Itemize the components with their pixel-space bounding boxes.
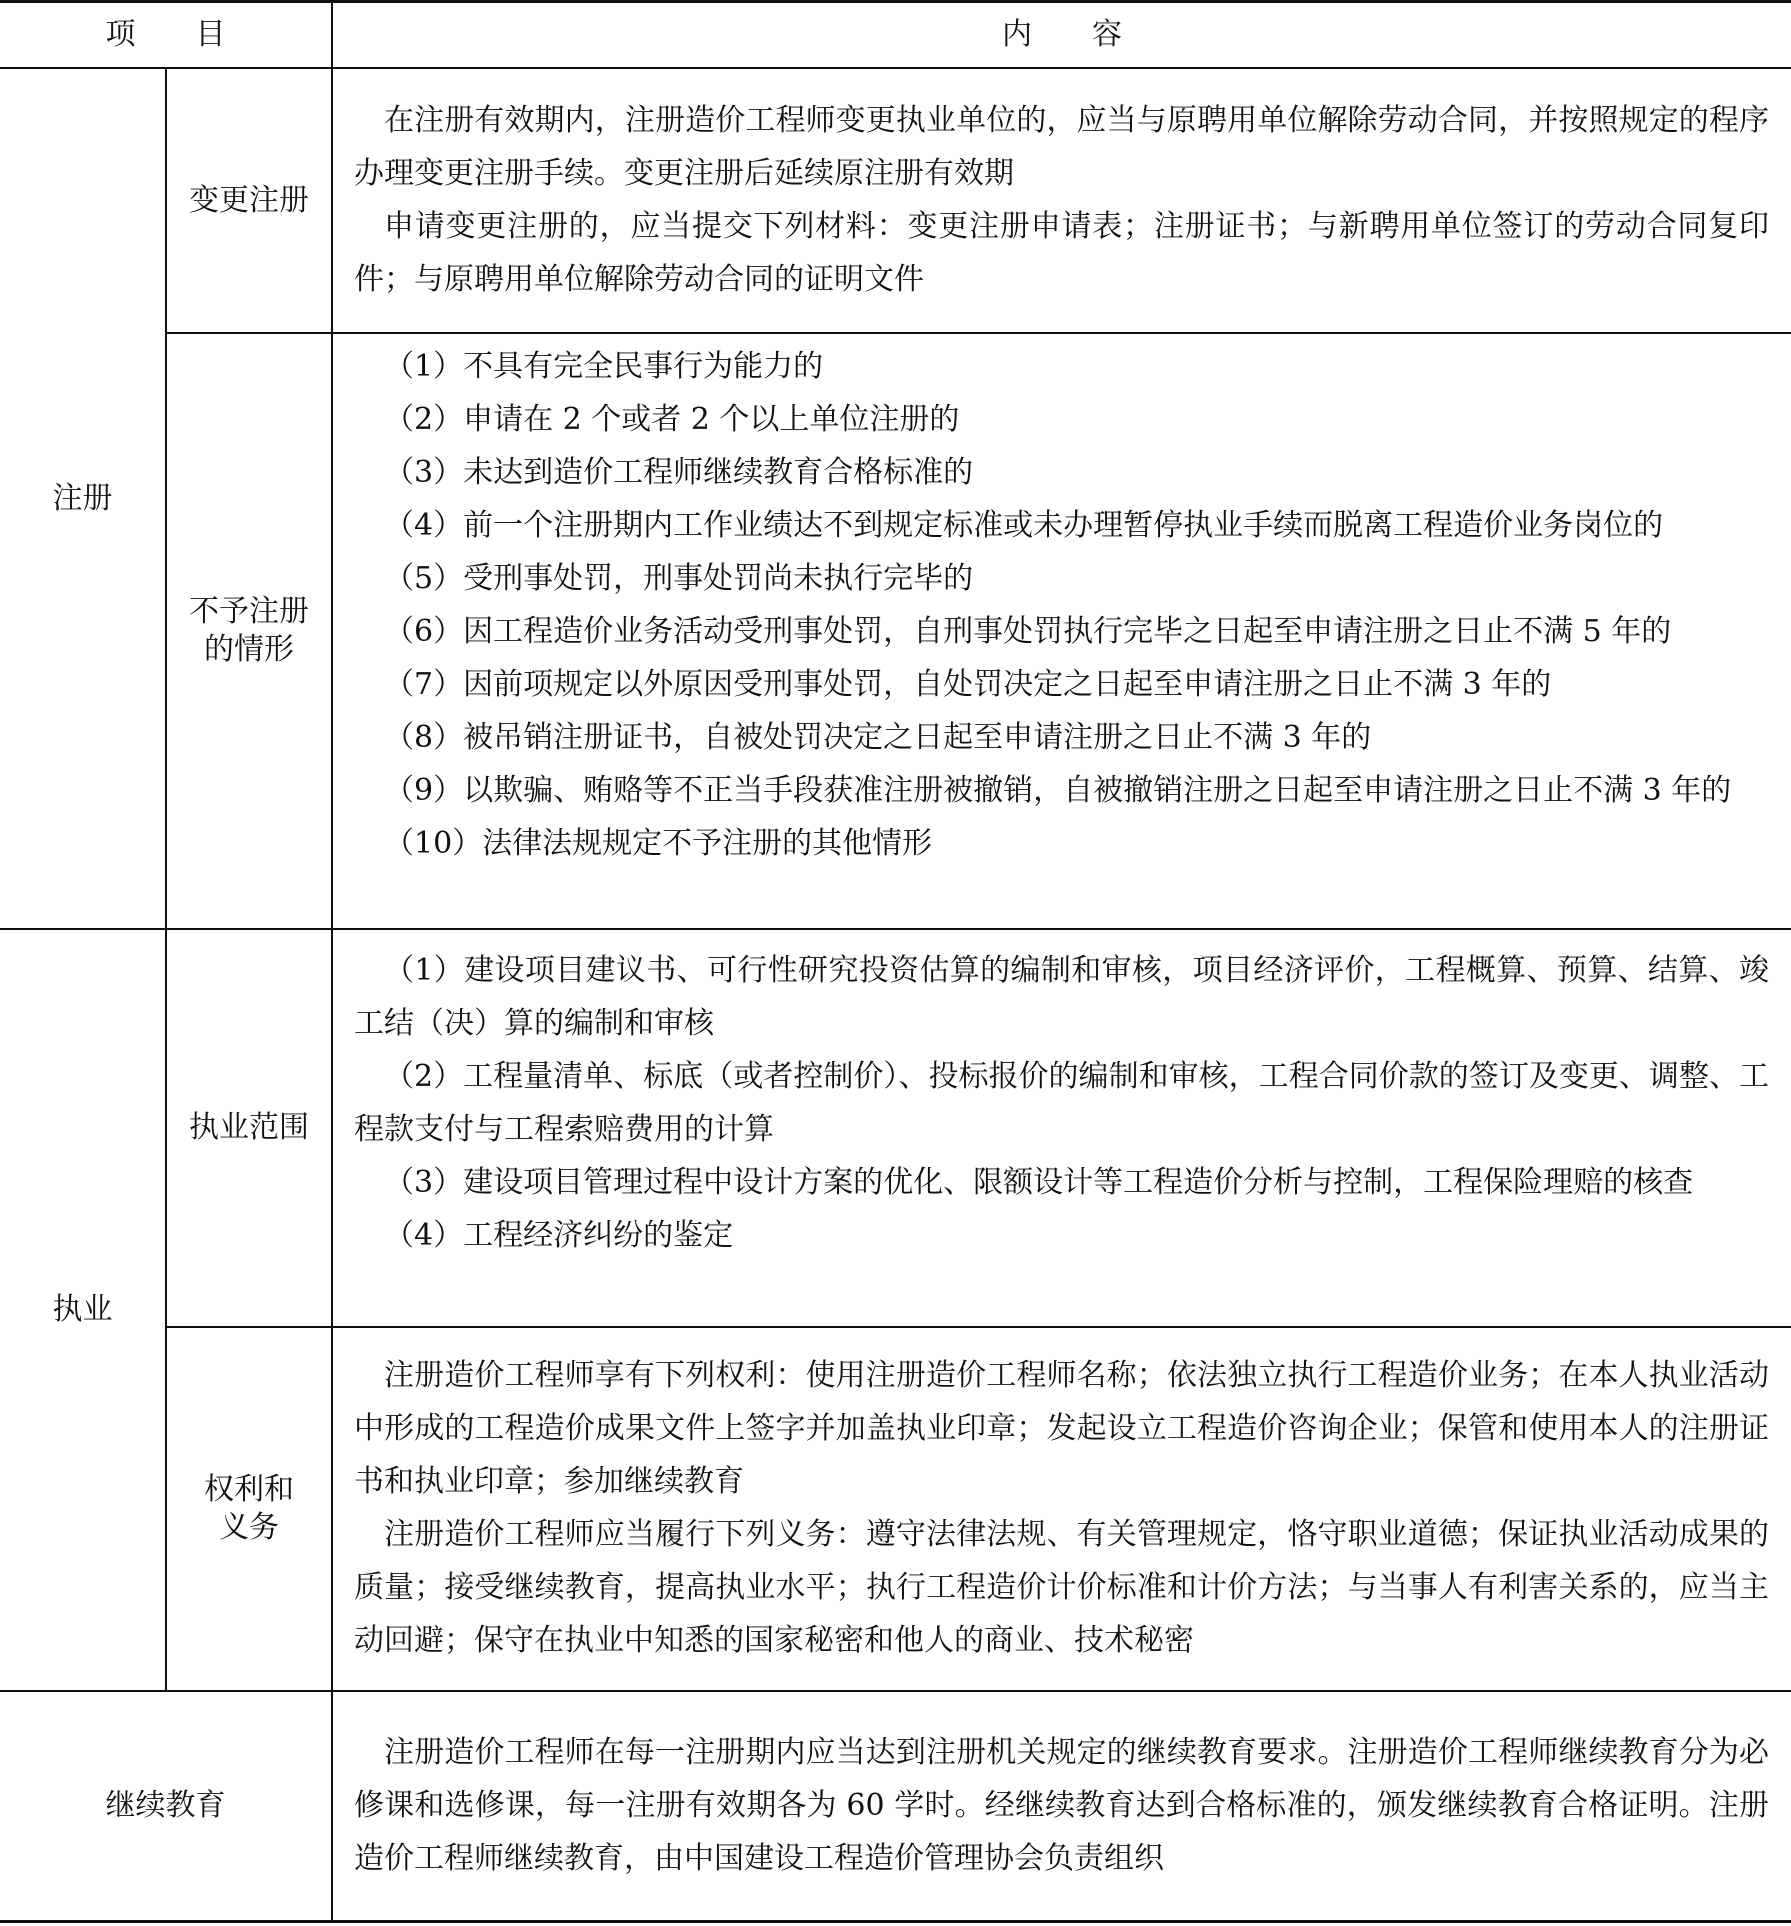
row-content-continuing-education — [354, 1726, 1769, 1885]
row-label-text: 不予注册的情形 — [189, 594, 309, 667]
list-item: （3）建设项目管理过程中设计方案的优化、限额设计等工程造价分析与控制，工程保险理赔的核查 — [384, 1165, 1694, 1200]
row-label-text: 权利和义务 — [204, 1472, 294, 1545]
section-label-continuing-education: 继续教育 — [105, 1788, 226, 1823]
list-item: （5）受刑事处罚，刑事处罚尚未执行完毕的 — [384, 561, 974, 596]
list-item: （2）申请在 2 个或者 2 个以上单位注册的 — [384, 402, 960, 437]
list-item: （3）未达到造价工程师继续教育合格标准的 — [384, 455, 974, 490]
row-content-change-registration — [354, 94, 1769, 306]
row-rule — [166, 1326, 1791, 1328]
content-paragraph: 注册造价工程师应当履行下列义务：遵守法律法规、有关管理规定，恪守职业道德；保证执业活动成果的质量；接受继续教育，提高执业水平；执行工程造价计价标准和计价方法；与当事人有利害关系的，应当主动回避；保守在执业中知悉的国家秘密和他人的商业、技术秘密 — [354, 1517, 1769, 1658]
list-item: （1）不具有完全民事行为能力的 — [384, 349, 824, 384]
content-paragraph: 在注册有效期内，注册造价工程师变更执业单位的，应当与原聘用单位解除劳动合同，并按照规定的程序办理变更注册手续。变更注册后延续原注册有效期 — [354, 103, 1769, 191]
row-content-practice-scope — [354, 944, 1769, 1262]
row-label-rights-duties — [167, 1328, 331, 1690]
content-paragraph: 申请变更注册的，应当提交下列材料：变更注册申请表；注册证书；与新聘用单位签订的劳动合同复印件；与原聘用单位解除劳动合同的证明文件 — [354, 209, 1769, 297]
list-item: （4）前一个注册期内工作业绩达不到规定标准或未办理暂停执业手续而脱离工程造价业务岗位的 — [384, 508, 1664, 543]
list-item: （7）因前项规定以外原因受刑事处罚，自处罚决定之日起至申请注册之日止不满 3 年的 — [384, 667, 1552, 702]
section-label-practice: 执业 — [52, 1292, 113, 1327]
row-content-no-registration — [354, 340, 1769, 870]
content-paragraph: 注册造价工程师享有下列权利：使用注册造价工程师名称；依法独立执行工程造价业务；在本人执业活动中形成的工程造价成果文件上签字并加盖执业印章；发起设立工程造价咨询企业；保管和使用本人的注册证书和执业印章；参加继续教育 — [354, 1358, 1769, 1499]
row-label-change-registration: 变更注册 — [189, 182, 309, 218]
section-label-registration: 注册 — [52, 480, 113, 516]
row-label-no-registration — [167, 334, 331, 928]
list-item: （4）工程经济纠纷的鉴定 — [384, 1218, 734, 1253]
header-content: 内 容 — [1002, 17, 1122, 52]
row-content-rights-duties — [354, 1349, 1769, 1667]
list-item: （2）工程量清单、标底（或者控制价）、投标报价的编制和审核，工程合同价款的签订及变更、调整、工程款支付与工程索赔费用的计算 — [354, 1059, 1769, 1147]
row-rule — [166, 332, 1791, 334]
column-divider — [331, 0, 333, 1921]
list-item: （6）因工程造价业务活动受刑事处罚，自刑事处罚执行完毕之日起至申请注册之日止不满 5 年的 — [384, 614, 1672, 649]
list-item: （8）被吊销注册证书，自被处罚决定之日起至申请注册之日止不满 3 年的 — [384, 720, 1372, 755]
table-bottom-rule — [0, 1920, 1791, 1923]
list-item: （9）以欺骗、贿赂等不正当手段获准注册被撤销，自被撤销注册之日起至申请注册之日止不满 3 年的 — [384, 773, 1732, 808]
header-item: 项 目 — [105, 17, 226, 52]
list-item: （1）建设项目建议书、可行性研究投资估算的编制和审核，项目经济评价，工程概算、预算、结算、竣工结（决）算的编制和审核 — [354, 953, 1769, 1041]
list-item: （10）法律法规规定不予注册的其他情形 — [384, 826, 933, 861]
row-label-practice-scope: 执业范围 — [189, 1110, 309, 1145]
content-paragraph: 注册造价工程师在每一注册期内应当达到注册机关规定的继续教育要求。注册造价工程师继续教育分为必修课和选修课，每一注册有效期各为 60 学时。经继续教育达到合格标准的，颁发继续教育合格证明。注册造价工程师继续教育，由中国建设工程造价管理协会负责组织 — [354, 1735, 1769, 1876]
